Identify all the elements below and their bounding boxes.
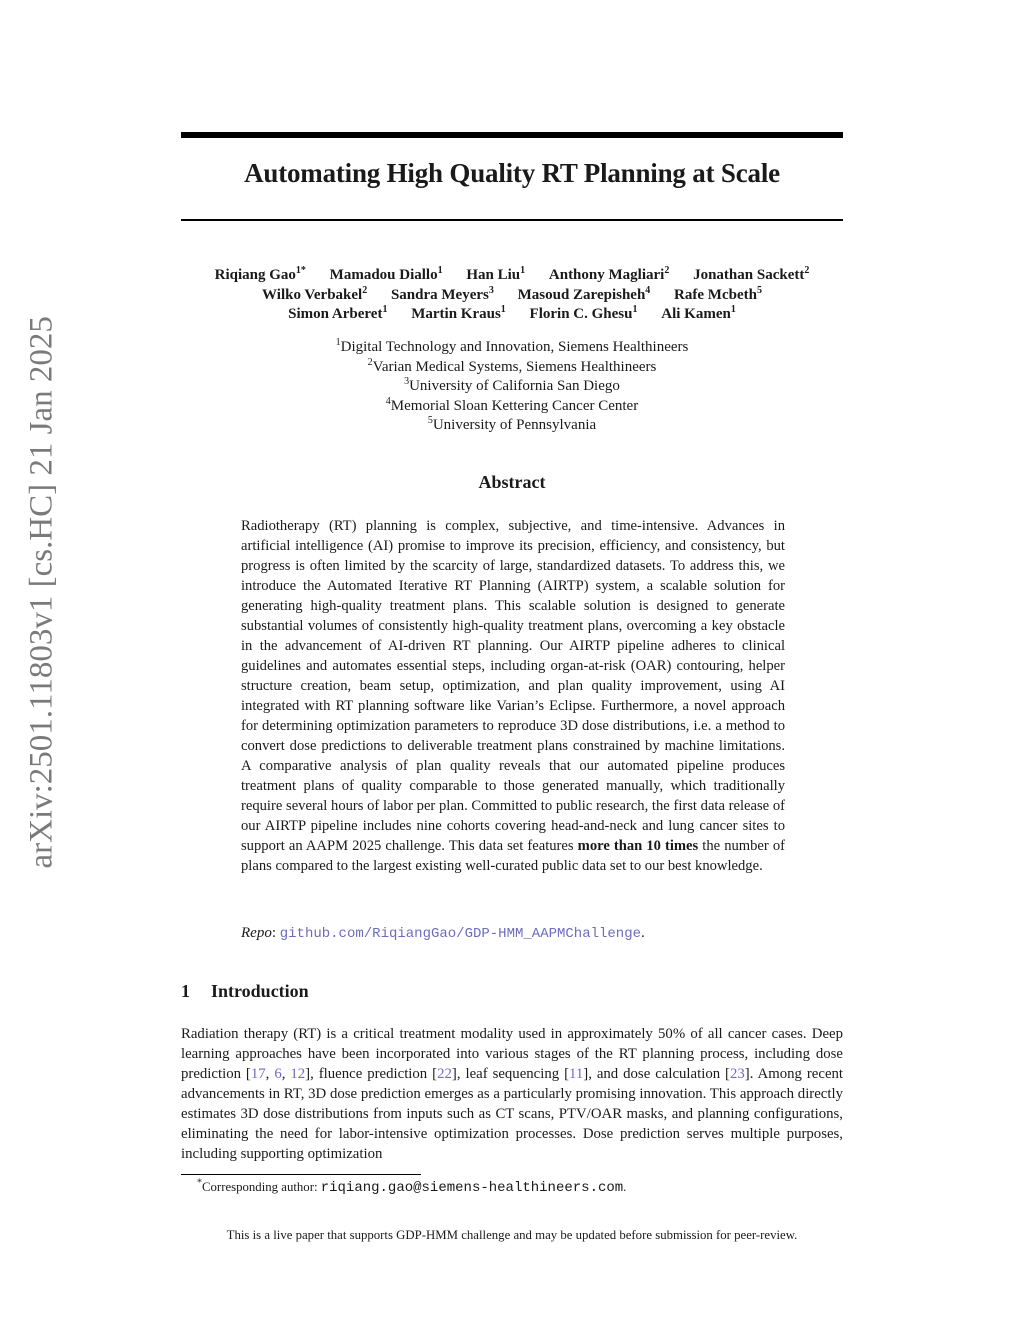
author: Sandra Meyers$^3$ <box>390 284 494 303</box>
citation-link[interactable]: 12 <box>290 1066 306 1082</box>
author: Han Liu$^1$ <box>466 265 526 283</box>
affiliation: $^2$Varian Medical Systems, Siemens Healthineers <box>367 356 657 375</box>
author: Riqiang Gao$^{1*}$ <box>214 265 306 283</box>
author: Anthony Magliari$^2$ <box>548 265 670 283</box>
abstract-heading: Abstract <box>478 472 546 492</box>
author: Florin C. Ghesu$^1$ <box>529 304 638 322</box>
arxiv-stamp: arXiv:2501.11803v1 [cs.HC] 21 Jan 2025 <box>23 316 60 869</box>
affiliation: $^3$University of California San Diego <box>404 376 620 394</box>
author: Masoud Zarepisheh$^4$ <box>517 284 651 303</box>
title-rule-bottom <box>181 219 843 221</box>
author: Simon Arberet$^1$ <box>288 304 388 322</box>
paper-title: Automating High Quality RT Planning at Scale <box>244 158 780 188</box>
footnote: *Corresponding author: riqiang.gao@siemens-healthineers.com. <box>197 1177 627 1196</box>
citation-link[interactable]: 23 <box>730 1066 745 1082</box>
intro-paragraph: Radiation therapy (RT) is a critical treatment modality used in approximately 50% of all cancer cases. Deep learning approaches have been incorporated into various stages of the RT planning process, including dose prediction [17, 6, 12], fluence prediction [22], leaf sequencing [11], and dose calculation [23]. Among recent advancements in RT, 3D dose prediction emerges as a particularly promising innovation. This approach directly estimates 3D dose distributions from inputs such as CT scans, PTV/OAR masks, and planning configurations, eliminating the need for labor-intensive optimization processes. Dose prediction serves multiple purposes, including supporting optimization <box>181 1026 844 1162</box>
repo-link[interactable]: github.com/RiqiangGao/GDP-HMM_AAPMChallenge <box>279 926 642 942</box>
author: Mamadou Diallo$^1$ <box>329 265 443 283</box>
repo-line: Repo: github.com/RiqiangGao/GDP-HMM_AAPMChallenge. <box>241 925 645 942</box>
abstract-emphasis: more than 10 times <box>577 838 699 854</box>
affiliation: $^4$Memorial Sloan Kettering Cancer Center <box>385 395 639 414</box>
author: Rafe Mcbeth$^5$ <box>674 284 762 303</box>
citation-link[interactable]: 6 <box>274 1066 282 1082</box>
author-block <box>181 266 843 325</box>
section-number: 1 <box>181 981 190 1001</box>
citation-link[interactable]: 17 <box>250 1066 266 1082</box>
author: Ali Kamen$^1$ <box>661 304 736 322</box>
affiliation: $^1$Digital Technology and Innovation, Siemens Healthineers <box>335 337 689 355</box>
title-rule-top <box>181 132 843 138</box>
citation-link[interactable]: 22 <box>437 1066 452 1082</box>
author-line-1 <box>181 266 843 286</box>
author: Martin Kraus$^1$ <box>411 304 506 322</box>
citation-link[interactable]: 11 <box>569 1066 584 1082</box>
affiliation: $^5$University of Pennsylvania <box>427 415 597 433</box>
author: Jonathan Sackett$^2$ <box>693 265 810 283</box>
affiliation-block <box>181 338 843 436</box>
section-heading <box>181 981 309 1002</box>
author-line-3 <box>181 305 843 325</box>
footnote-rule <box>181 1174 421 1175</box>
section-title: Introduction <box>211 981 309 1001</box>
author-line-2 <box>181 286 843 306</box>
abstract-body: Radiotherapy (RT) planning is complex, subjective, and time-intensive. Advances in artificial intelligence (AI) promise to improve its precision, efficiency, and consistency, but progress is often limited by the scarcity of large, standardized datasets. To address this, we introduce the Automated Iterative RT Planning (AIRTP) system, a scalable solution for generating high-quality treatment plans. This scalable solution is designed to generate substantial volumes of consistently high-quality treatment plans, overcoming a key obstacle in the advancement of AI-driven RT planning. Our AIRTP pipeline adheres to clinical guidelines and automates essential steps, including organ-at-risk (OAR) contouring, helper structure creation, beam setup, optimization, and plan quality improvement, using AI integrated with RT planning software like Varian’s Eclipse. Furthermore, a novel approach for determining optimization parameters to reproduce 3D dose distributions, i.e. a method to convert dose predictions to deliverable treatment plans constrained by machine limitations. A comparative analysis of plan quality reveals that our automated pipeline produces treatment plans of quality comparable to those generated manually, which traditionally require several hours of labor per plan. Committed to public research, the first data release of our AIRTP pipeline includes nine cohorts covering head-and-neck and lung cancer sites to support an AAPM 2025 challenge. This data set features more than 10 times the number of plans compared to the largest existing well-curated public data set to our best knowledge. <box>241 518 785 874</box>
page-footer: This is a live paper that supports GDP-HMM challenge and may be updated before submission for peer-review. <box>226 1228 798 1242</box>
author-email: riqiang.gao@siemens-healthineers.com <box>320 1180 624 1196</box>
author: Wilko Verbakel$^2$ <box>262 284 368 303</box>
